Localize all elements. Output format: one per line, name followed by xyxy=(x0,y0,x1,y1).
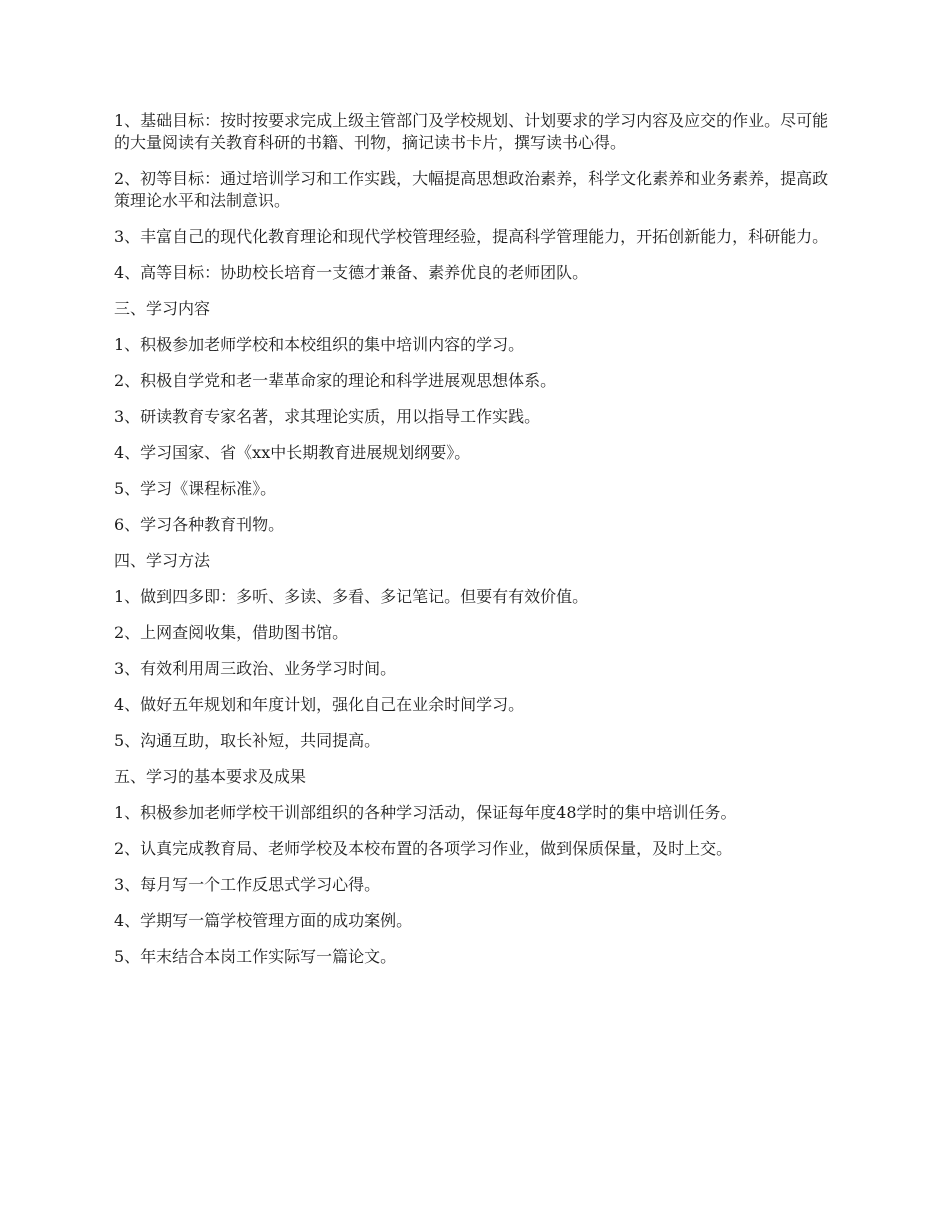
paragraph-method-2: 2、上网查阅收集，借助图书馆。 xyxy=(114,623,349,642)
paragraph-requirement-2: 2、认真完成教育局、老师学校及本校布置的各项学习作业，做到保质保量，及时上交。 xyxy=(114,839,733,858)
paragraph-content-3: 3、研读教育专家名著，求其理论实质，用以指导工作实践。 xyxy=(114,407,541,426)
paragraph-content-2: 2、积极自学党和老一辈革命家的理论和科学进展观思想体系。 xyxy=(114,371,557,390)
paragraph-content-4: 4、学习国家、省《xx中长期教育进展规划纲要》。 xyxy=(114,443,471,462)
paragraph-method-5: 5、沟通互助，取长补短，共同提高。 xyxy=(114,731,381,750)
paragraph-content-1: 1、积极参加老师学校和本校组织的集中培训内容的学习。 xyxy=(114,335,525,354)
paragraph-method-3: 3、有效利用周三政治、业务学习时间。 xyxy=(114,659,397,678)
document-body xyxy=(114,110,834,982)
paragraph-requirement-3: 3、每月写一个工作反思式学习心得。 xyxy=(114,875,381,894)
section-heading-study-content: 三、学习内容 xyxy=(114,299,211,318)
paragraph-content-6: 6、学习各种教育刊物。 xyxy=(114,515,285,534)
paragraph-requirement-4: 4、学期写一篇学校管理方面的成功案例。 xyxy=(114,911,413,930)
paragraph-enrich-theory: 3、丰富自己的现代化教育理论和现代学校管理经验，提高科学管理能力，开拓创新能力，科研能力。 xyxy=(114,227,829,246)
paragraph-method-1: 1、做到四多即：多听、多读、多看、多记笔记。但要有有效价值。 xyxy=(114,587,589,606)
paragraph-content-5: 5、学习《课程标准》。 xyxy=(114,479,277,498)
paragraph-method-4: 4、做好五年规划和年度计划，强化自己在业余时间学习。 xyxy=(114,695,525,714)
paragraph-advanced-goal: 4、高等目标：协助校长培育一支德才兼备、素养优良的老师团队。 xyxy=(114,263,589,282)
paragraph-basic-goal: 1、基础目标：按时按要求完成上级主管部门及学校规划、计划要求的学习内容及应交的作业。尽可能的大量阅读有关教育科研的书籍、刊物，摘记读书卡片，撰写读书心得。 xyxy=(114,111,829,152)
paragraph-requirement-5: 5、年末结合本岗工作实际写一篇论文。 xyxy=(114,947,397,966)
paragraph-initial-goal: 2、初等目标：通过培训学习和工作实践，大幅提高思想政治素养，科学文化素养和业务素养，提高政策理论水平和法制意识。 xyxy=(114,169,829,210)
section-heading-study-methods: 四、学习方法 xyxy=(114,551,211,570)
section-heading-requirements: 五、学习的基本要求及成果 xyxy=(114,767,307,786)
paragraph-requirement-1: 1、积极参加老师学校干训部组织的各种学习活动，保证每年度48学时的集中培训任务。 xyxy=(114,803,737,822)
